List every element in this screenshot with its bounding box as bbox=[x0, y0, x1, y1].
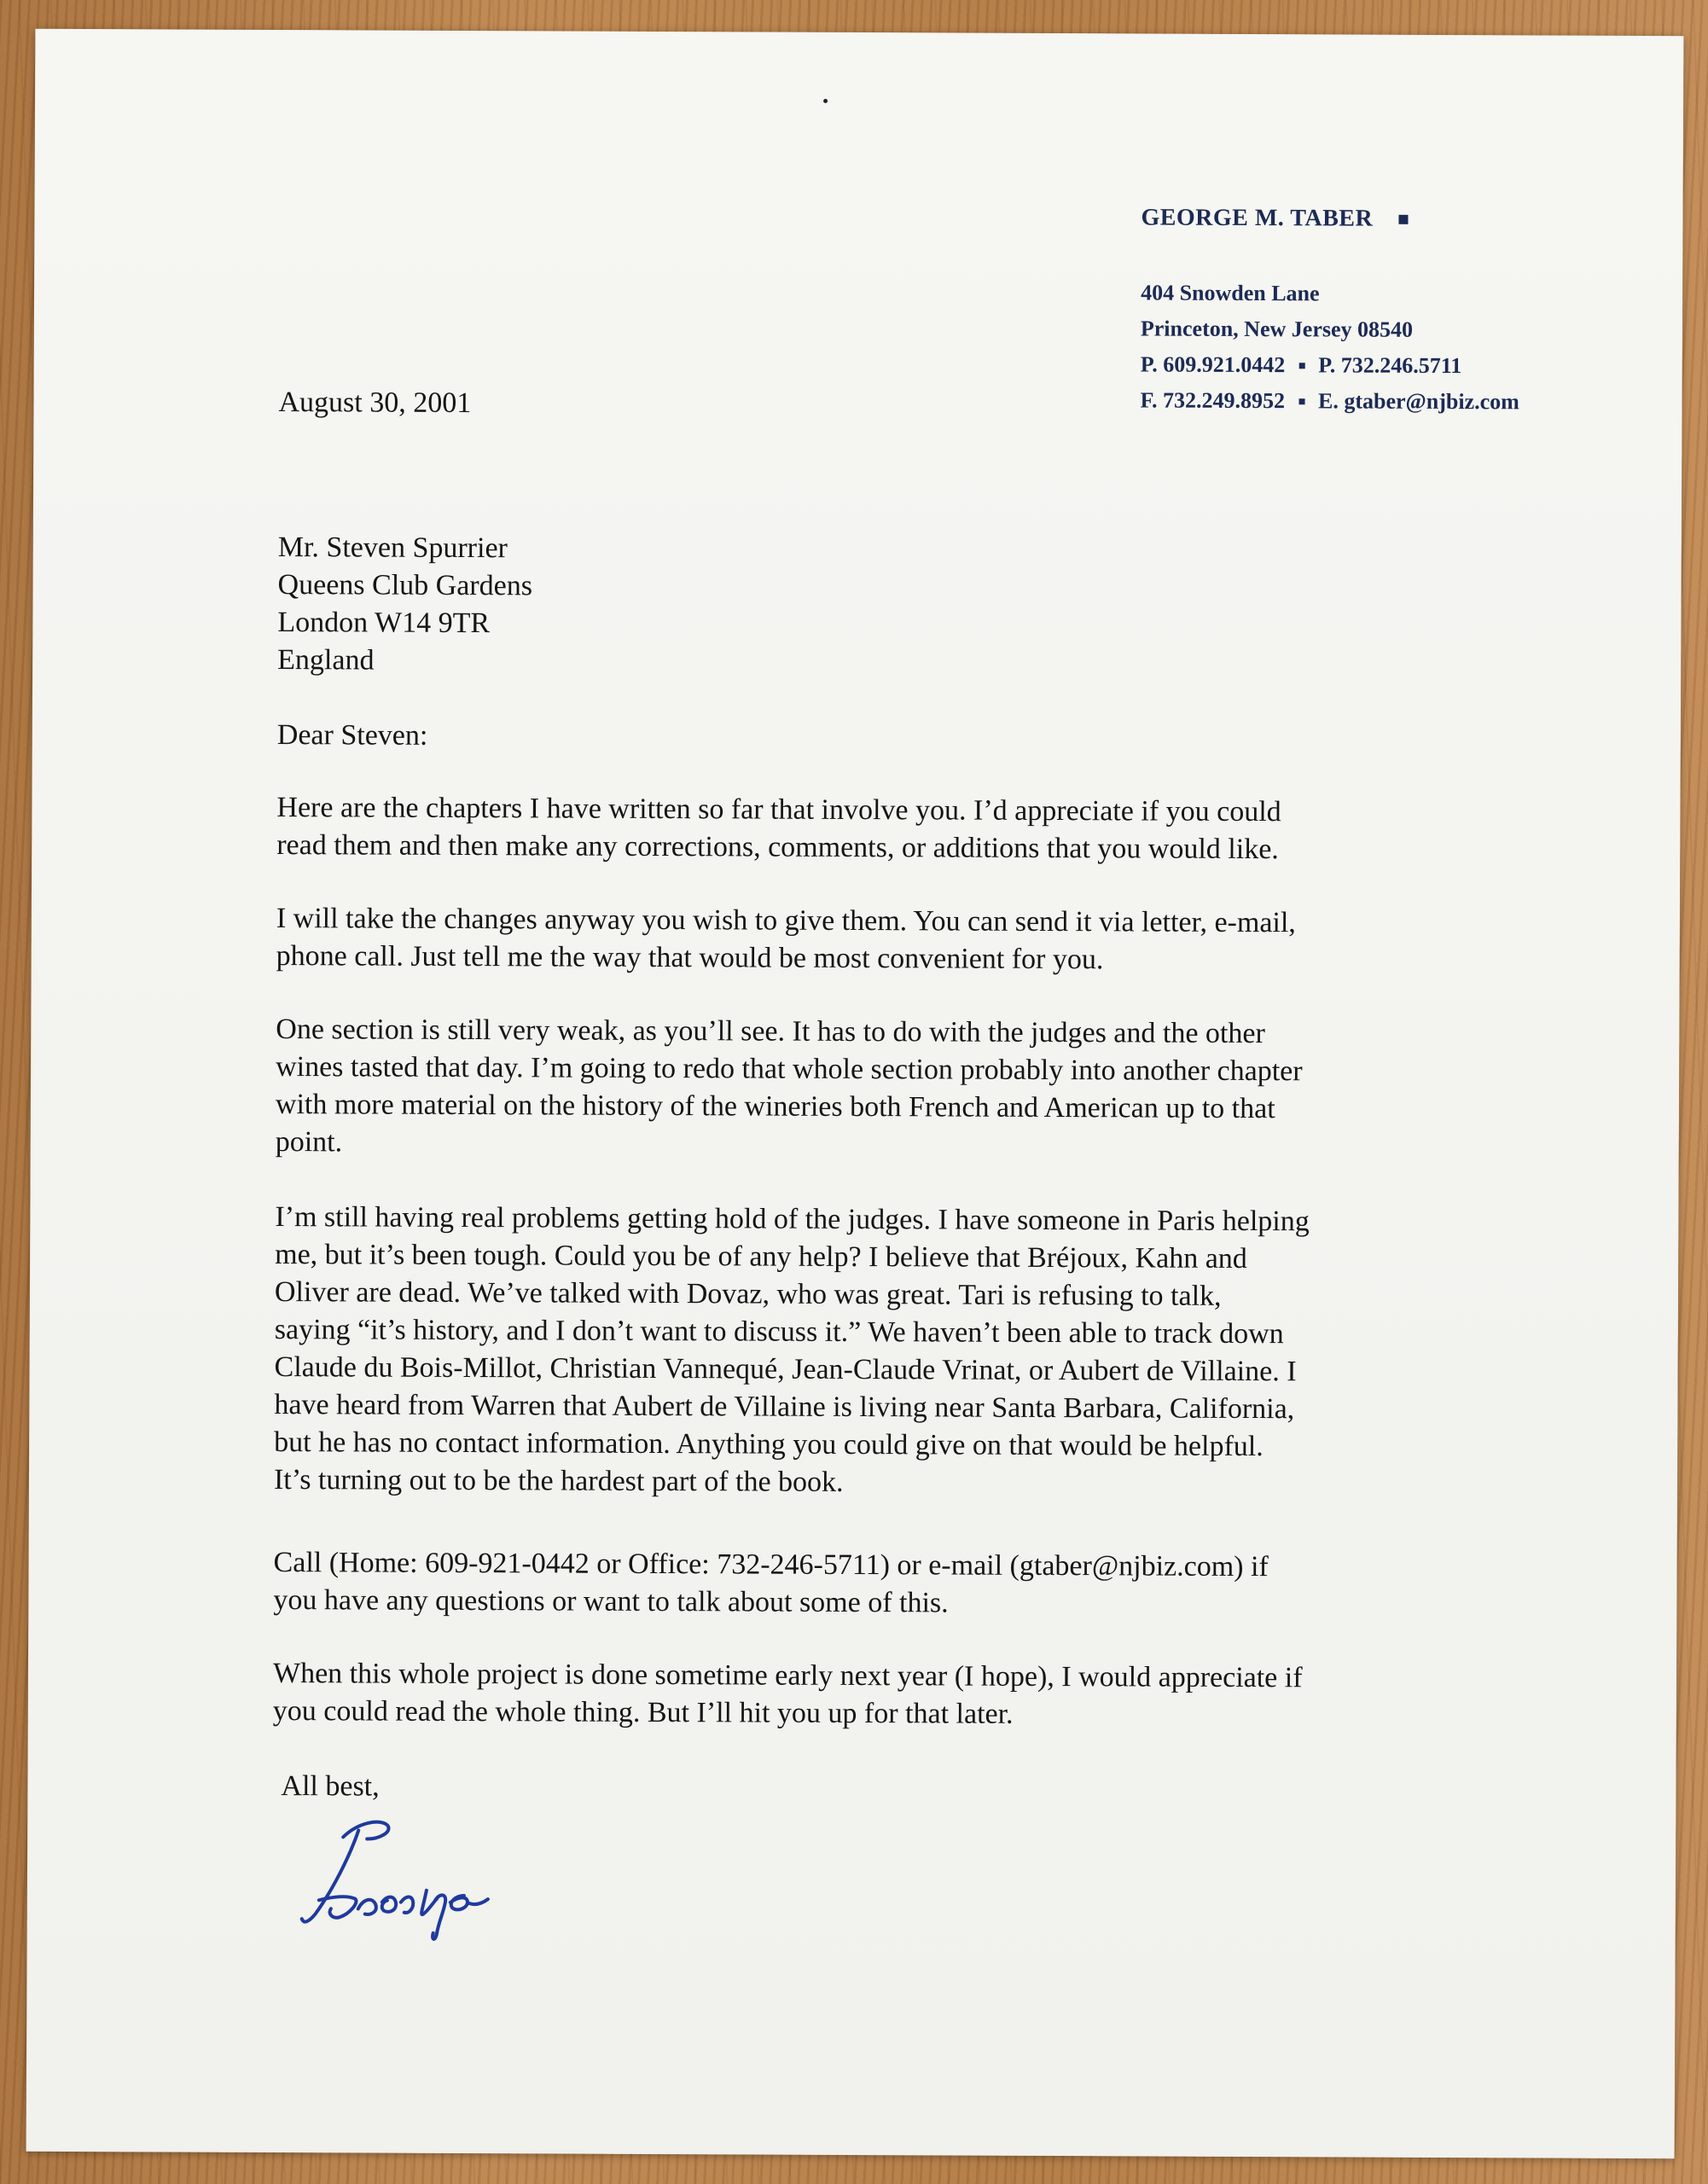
paragraph-line: have heard from Warren that Aubert de Villaine is living near Santa Barbara, California, bbox=[274, 1389, 1295, 1426]
letterhead-phones bbox=[1141, 346, 1519, 384]
recipient-country: England bbox=[277, 644, 375, 677]
letter-date: August 30, 2001 bbox=[278, 386, 472, 420]
paragraph-line: Oliver are dead. We’ve talked with Dovaz, who was great. Tari is refusing to talk, bbox=[274, 1276, 1222, 1312]
salutation: Dear Steven: bbox=[276, 719, 428, 752]
paragraph-line: phone call. Just tell me the way that would be most convenient for you. bbox=[276, 940, 1104, 976]
paragraph-line: you could read the whole thing. But I’ll hit you up for that later. bbox=[272, 1695, 1014, 1730]
paragraph-line: wines tasted that day. I’m going to redo that whole section probably into another chapter bbox=[276, 1051, 1303, 1088]
letterhead-phone-2: P. 732.246.5711 bbox=[1318, 352, 1462, 379]
paragraph-2 bbox=[276, 900, 1488, 980]
paragraph-line: I’m still having real problems getting hold of the judges. I have someone in Paris helping bbox=[275, 1201, 1310, 1238]
letterhead-name-row bbox=[1141, 200, 1519, 237]
square-bullet-icon bbox=[1398, 214, 1408, 224]
letterhead-city: Princeton, New Jersey 08540 bbox=[1140, 316, 1414, 342]
paragraph-5 bbox=[273, 1544, 1484, 1624]
paragraph-line: saying “it’s history, and I don’t want to discuss it.” We haven’t been able to track down bbox=[274, 1314, 1284, 1350]
letterhead-email: E. gtaber@njbiz.com bbox=[1317, 388, 1519, 415]
paragraph-3 bbox=[276, 1011, 1488, 1166]
paragraph-line: Call (Home: 609-921-0442 or Office: 732-246-5711) or e-mail (gtaber@njbiz.com) if bbox=[273, 1547, 1269, 1583]
recipient-street: Queens Club Gardens bbox=[277, 569, 533, 602]
letter-paper bbox=[26, 29, 1684, 2158]
signature-george bbox=[299, 1813, 496, 1942]
paragraph-line: me, but it’s been tough. Could you be of any help? I believe that Bréjoux, Kahn and bbox=[275, 1239, 1247, 1275]
paper-speck bbox=[823, 99, 828, 103]
paragraph-4 bbox=[274, 1199, 1487, 1504]
dot-separator-icon bbox=[1298, 363, 1304, 369]
letterhead bbox=[1140, 200, 1519, 420]
paragraph-line: you have any questions or want to talk about some of this. bbox=[273, 1584, 949, 1619]
recipient-address bbox=[277, 529, 1490, 684]
paragraph-line: I will take the changes anyway you wish to give them. You can send it via letter, e-mail, bbox=[276, 903, 1296, 939]
recipient-name: Mr. Steven Spurrier bbox=[277, 531, 508, 565]
paragraph-line: Here are the chapters I have written so far that involve you. I’d appreciate if you could bbox=[276, 792, 1281, 828]
paragraph-line: read them and then make any corrections, comments, or additions that you would like. bbox=[276, 829, 1279, 866]
recipient-city: London W14 9TR bbox=[277, 607, 491, 640]
letterhead-fax: F. 732.249.8952 bbox=[1140, 387, 1286, 414]
paragraph-1 bbox=[276, 789, 1488, 869]
letterhead-name: GEORGE M. TABER bbox=[1141, 204, 1374, 232]
paragraph-line: When this whole project is done sometime early next year (I hope), I would appreciate if bbox=[272, 1658, 1303, 1694]
letterhead-street: 404 Snowden Lane bbox=[1141, 280, 1320, 306]
closing: All best, bbox=[281, 1770, 380, 1803]
paragraph-line: but he has no contact information. Anything you could give on that would be helpful. bbox=[274, 1426, 1264, 1463]
paragraph-line: One section is still very weak, as you’ll see. It has to do with the judges and the other bbox=[276, 1014, 1265, 1050]
paragraph-line: point. bbox=[275, 1126, 343, 1159]
paragraph-6 bbox=[273, 1655, 1484, 1735]
paragraph-line: It’s turning out to be the hardest part of the book. bbox=[273, 1464, 844, 1498]
paragraph-line: with more material on the history of the wineries both French and American up to that bbox=[275, 1089, 1275, 1125]
paragraph-line: Claude du Bois-Millot, Christian Vannequé, Jean-Claude Vrinat, or Aubert de Villaine. I bbox=[274, 1351, 1297, 1388]
letterhead-phone-1: P. 609.921.0442 bbox=[1140, 351, 1286, 378]
